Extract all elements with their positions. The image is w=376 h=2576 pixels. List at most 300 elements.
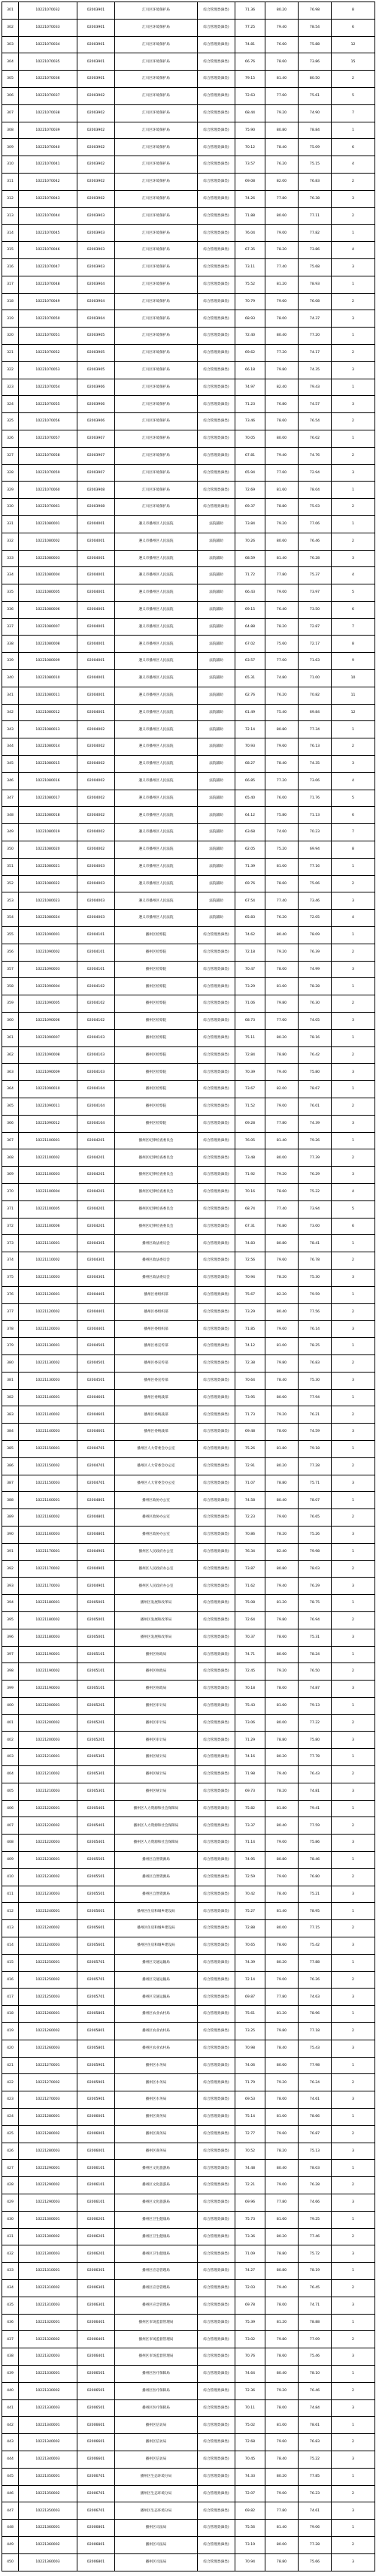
- cell-total-score: 74.59: [299, 1424, 332, 1441]
- table-row: [2, 1457, 375, 1475]
- cell-hiring-unit: 播州区卫生健康局: [115, 2211, 198, 2228]
- cell-candidate-id: 10221140002: [19, 1406, 77, 1424]
- cell-position-type: 综合管理类(B类): [198, 87, 235, 104]
- cell-candidate-id: 10221090006: [19, 1013, 77, 1030]
- cell-seq: 443: [2, 2434, 19, 2451]
- cell-position-type: 综合管理类(B类): [198, 293, 235, 310]
- cell-total-score: 75.22: [299, 2451, 332, 2468]
- cell-hiring-unit: 汇川区环境保护局: [115, 242, 198, 259]
- cell-position-type: 综合管理类(B类): [198, 1475, 235, 1492]
- cell-position-code: 02005101: [77, 1681, 115, 1698]
- cell-interview-score: 81.40: [265, 2520, 299, 2537]
- cell-total-score: 76.30: [299, 995, 332, 1013]
- cell-position-code: 02004003: [77, 892, 115, 910]
- cell-position-code: 02003903: [77, 225, 115, 242]
- cell-candidate-id: 10221080014: [19, 738, 77, 756]
- cell-seq: 408: [2, 1835, 19, 1852]
- cell-position-type: 综合管理类(B类): [198, 482, 235, 499]
- cell-written-score: 69.53: [235, 2091, 265, 2109]
- cell-position-type: 综合管理类(B类): [198, 2194, 235, 2212]
- cell-total-score: 76.54: [299, 413, 332, 430]
- cell-hiring-unit: 遵义市播州区人民法院: [115, 738, 198, 756]
- table-row: [2, 978, 375, 995]
- cell-position-type: 综合管理类(B类): [198, 1029, 235, 1046]
- cell-position-code: 02005001: [77, 1629, 115, 1646]
- cell-written-score: 70.47: [235, 961, 265, 978]
- cell-hiring-unit: 播州区检察院: [115, 1081, 198, 1098]
- cell-total-score: 73.46: [299, 892, 332, 910]
- cell-candidate-id: 10221290001: [19, 2160, 77, 2177]
- cell-hiring-unit: 播州区发展和改革局: [115, 1629, 198, 1646]
- cell-written-score: 72.40: [235, 328, 265, 345]
- table-row: [2, 1424, 375, 1441]
- cell-written-score: 69.37: [235, 499, 265, 516]
- cell-seq: 404: [2, 1766, 19, 1783]
- cell-interview-score: 79.20: [265, 944, 299, 961]
- cell-total-score: 78.03: [299, 2160, 332, 2177]
- cell-written-score: 71.52: [235, 1098, 265, 1116]
- cell-rank: 2: [332, 1046, 375, 1064]
- cell-candidate-id: 10221070044: [19, 207, 77, 225]
- cell-position-code: 02004501: [77, 1372, 115, 1389]
- cell-hiring-unit: 播州区统计局: [115, 1749, 198, 1766]
- cell-interview-score: 82.20: [265, 1286, 299, 1303]
- cell-written-score: 70.98: [235, 2040, 265, 2057]
- cell-hiring-unit: 播州区政协办公室: [115, 1492, 198, 1509]
- cell-rank: 3: [332, 1783, 375, 1800]
- cell-hiring-unit: 播州区政法委员会: [115, 1252, 198, 1270]
- cell-interview-score: 79.00: [265, 2485, 299, 2502]
- cell-hiring-unit: 遵义市播州区人民法院: [115, 824, 198, 841]
- cell-total-score: 77.46: [299, 2228, 332, 2245]
- cell-seq: 346: [2, 772, 19, 790]
- cell-hiring-unit: 遵义市播州区人民法院: [115, 550, 198, 567]
- cell-total-score: 77.18: [299, 2023, 332, 2040]
- cell-candidate-id: 10221100006: [19, 1218, 77, 1235]
- cell-written-score: 71.39: [235, 858, 265, 875]
- cell-total-score: 75.80: [299, 1064, 332, 1081]
- cell-hiring-unit: 播州区应急管理局: [115, 2279, 198, 2297]
- cell-interview-score: 78.40: [265, 139, 299, 156]
- cell-position-code: 02004801: [77, 1526, 115, 1543]
- cell-position-code: 02004001: [77, 618, 115, 636]
- cell-hiring-unit: 遵义市播州区人民法院: [115, 584, 198, 602]
- cell-total-score: 77.98: [299, 2057, 332, 2074]
- cell-position-type: 法院辅助: [198, 567, 235, 584]
- cell-position-code: 02003906: [77, 413, 115, 430]
- cell-interview-score: 79.20: [265, 2074, 299, 2091]
- cell-total-score: 78.10: [299, 2365, 332, 2382]
- cell-written-score: 68.93: [235, 310, 265, 328]
- cell-interview-score: 80.00: [265, 2536, 299, 2553]
- cell-total-score: 74.90: [299, 104, 332, 122]
- cell-candidate-id: 10221080018: [19, 807, 77, 824]
- cell-interview-score: 80.40: [265, 1817, 299, 1835]
- cell-total-score: 76.29: [299, 1578, 332, 1595]
- cell-hiring-unit: 播州区农业农村局: [115, 2040, 198, 2057]
- cell-rank: 2: [332, 1098, 375, 1116]
- table-row: [2, 1167, 375, 1184]
- cell-candidate-id: 10221080013: [19, 721, 77, 738]
- cell-written-score: 75.90: [235, 122, 265, 139]
- cell-candidate-id: 10221080016: [19, 772, 77, 790]
- cell-rank: 6: [332, 807, 375, 824]
- cell-candidate-id: 10221160001: [19, 1492, 77, 1509]
- cell-rank: 2: [332, 2536, 375, 2553]
- cell-hiring-unit: 播州区检察院: [115, 1013, 198, 1030]
- cell-position-code: 02006201: [77, 2228, 115, 2245]
- cell-written-score: 72.88: [235, 1920, 265, 1937]
- table-row: [2, 910, 375, 927]
- cell-position-code: 02004001: [77, 533, 115, 550]
- table-row: [2, 447, 375, 464]
- cell-position-code: 02004401: [77, 1321, 115, 1338]
- cell-written-score: 75.26: [235, 1440, 265, 1457]
- cell-position-type: 法院辅助: [198, 875, 235, 892]
- cell-hiring-unit: 播州区检察院: [115, 1046, 198, 1064]
- cell-written-score: 65.94: [235, 464, 265, 482]
- cell-total-score: 77.28: [299, 2536, 332, 2553]
- cell-rank: 2: [332, 1509, 375, 1527]
- cell-total-score: 76.42: [299, 1046, 332, 1064]
- cell-seq: 369: [2, 1167, 19, 1184]
- cell-position-type: 法院辅助: [198, 841, 235, 859]
- cell-rank: 2: [332, 2382, 375, 2399]
- cell-position-type: 综合管理类(B类): [198, 2143, 235, 2160]
- cell-hiring-unit: 汇川区环境保护局: [115, 464, 198, 482]
- table-row: [2, 2263, 375, 2280]
- cell-hiring-unit: 播州区信访局: [115, 2451, 198, 2468]
- cell-position-type: 法院辅助: [198, 533, 235, 550]
- cell-position-code: 02004003: [77, 858, 115, 875]
- cell-seq: 401: [2, 1714, 19, 1732]
- table-row: [2, 1681, 375, 1698]
- cell-hiring-unit: 播州区人民政府办公室: [115, 1543, 198, 1560]
- cell-position-code: 02006101: [77, 2177, 115, 2194]
- table-row: [2, 807, 375, 824]
- cell-rank: 1: [332, 379, 375, 396]
- cell-position-code: 02006601: [77, 2417, 115, 2434]
- cell-rank: 3: [332, 2091, 375, 2109]
- cell-written-score: 71.73: [235, 1406, 265, 1424]
- cell-total-score: 78.46: [299, 1852, 332, 1869]
- cell-seq: 381: [2, 1372, 19, 1389]
- cell-written-score: 72.69: [235, 482, 265, 499]
- cell-position-type: 综合管理类(B类): [198, 2263, 235, 2280]
- cell-rank: 1: [332, 515, 375, 533]
- cell-rank: 3: [332, 1526, 375, 1543]
- cell-hiring-unit: 汇川区环境保护局: [115, 430, 198, 447]
- cell-seq: 322: [2, 361, 19, 379]
- cell-candidate-id: 10221120002: [19, 1303, 77, 1321]
- cell-position-type: 综合管理类(B类): [198, 2109, 235, 2126]
- cell-written-score: 74.12: [235, 1338, 265, 1355]
- cell-total-score: 76.39: [299, 944, 332, 961]
- cell-written-score: 64.12: [235, 807, 265, 824]
- cell-position-code: 02006101: [77, 2160, 115, 2177]
- cell-candidate-id: 10221210003: [19, 1783, 77, 1800]
- cell-position-type: 综合管理类(B类): [198, 1578, 235, 1595]
- cell-position-code: 02004104: [77, 1081, 115, 1098]
- cell-total-score: 78.95: [299, 1903, 332, 1920]
- cell-rank: 9: [332, 653, 375, 670]
- cell-total-score: 74.87: [299, 1681, 332, 1698]
- cell-hiring-unit: 播州区财政局: [115, 1646, 198, 1663]
- cell-written-score: 70.52: [235, 2143, 265, 2160]
- cell-position-code: 02004301: [77, 1235, 115, 1252]
- table-row: [2, 19, 375, 36]
- cell-total-score: 76.13: [299, 738, 332, 756]
- table-row: [2, 2194, 375, 2212]
- table-row: [2, 1389, 375, 1406]
- cell-rank: 3: [332, 1937, 375, 1955]
- cell-total-score: 77.85: [299, 2468, 332, 2485]
- cell-interview-score: 79.20: [265, 1663, 299, 1681]
- cell-interview-score: 78.80: [265, 1475, 299, 1492]
- cell-position-type: 法院辅助: [198, 584, 235, 602]
- cell-interview-score: 79.60: [265, 293, 299, 310]
- cell-candidate-id: 10221080019: [19, 824, 77, 841]
- cell-hiring-unit: 播州区文化旅游局: [115, 2160, 198, 2177]
- cell-total-score: 74.66: [299, 2194, 332, 2212]
- cell-rank: 7: [332, 618, 375, 636]
- cell-interview-score: 80.20: [265, 2468, 299, 2485]
- table-row: [2, 567, 375, 584]
- cell-position-type: 综合管理类(B类): [198, 1817, 235, 1835]
- table-row: [2, 2297, 375, 2314]
- cell-seq: 388: [2, 1492, 19, 1509]
- cell-candidate-id: 10221110001: [19, 1235, 77, 1252]
- cell-seq: 439: [2, 2365, 19, 2382]
- cell-total-score: 76.14: [299, 1321, 332, 1338]
- cell-position-type: 法院辅助: [198, 601, 235, 618]
- cell-hiring-unit: 汇川区环境保护局: [115, 19, 198, 36]
- table-row: [2, 1115, 375, 1132]
- cell-position-code: 02003902: [77, 139, 115, 156]
- cell-rank: 2: [332, 1149, 375, 1167]
- cell-position-type: 综合管理类(B类): [198, 104, 235, 122]
- cell-position-type: 综合管理类(B类): [198, 379, 235, 396]
- cell-total-score: 75.22: [299, 1183, 332, 1200]
- cell-hiring-unit: 汇川区环境保护局: [115, 173, 198, 190]
- cell-candidate-id: 10221090001: [19, 927, 77, 944]
- cell-seq: 318: [2, 293, 19, 310]
- cell-written-score: 74.95: [235, 1852, 265, 1869]
- table-row: [2, 2314, 375, 2331]
- cell-written-score: 74.27: [235, 2263, 265, 2280]
- cell-written-score: 71.92: [235, 1167, 265, 1184]
- cell-seq: 317: [2, 276, 19, 293]
- cell-position-code: 02005001: [77, 1611, 115, 1629]
- cell-seq: 343: [2, 721, 19, 738]
- cell-seq: 371: [2, 1200, 19, 1218]
- cell-rank: 1: [332, 1697, 375, 1714]
- cell-position-code: 02003906: [77, 379, 115, 396]
- cell-written-score: 76.34: [235, 1543, 265, 1560]
- table-row: [2, 1817, 375, 1835]
- cell-interview-score: 80.80: [265, 2263, 299, 2280]
- cell-interview-score: 80.00: [265, 1714, 299, 1732]
- cell-rank: 3: [332, 756, 375, 773]
- table-row: [2, 1697, 375, 1714]
- cell-position-type: 综合管理类(B类): [198, 1013, 235, 1030]
- cell-position-code: 02003901: [77, 71, 115, 88]
- cell-seq: 321: [2, 344, 19, 361]
- cell-position-type: 法院辅助: [198, 618, 235, 636]
- cell-position-type: 综合管理类(B类): [198, 1424, 235, 1441]
- cell-rank: 1: [332, 1081, 375, 1098]
- cell-hiring-unit: 播州区审计局: [115, 1697, 198, 1714]
- cell-interview-score: 80.20: [265, 2, 299, 20]
- cell-written-score: 73.67: [235, 1081, 265, 1098]
- cell-written-score: 72.36: [235, 2382, 265, 2399]
- cell-seq: 389: [2, 1509, 19, 1527]
- cell-position-code: 02005001: [77, 1595, 115, 1612]
- cell-position-type: 综合管理类(B类): [198, 2023, 235, 2040]
- cell-seq: 335: [2, 584, 19, 602]
- table-row: [2, 756, 375, 773]
- cell-position-code: 02003904: [77, 310, 115, 328]
- cell-rank: 2: [332, 1611, 375, 1629]
- cell-total-score: 77.20: [299, 328, 332, 345]
- cell-hiring-unit: 播州区财政局: [115, 1663, 198, 1681]
- cell-interview-score: 79.80: [265, 2331, 299, 2348]
- cell-position-type: 综合管理类(B类): [198, 2006, 235, 2023]
- cell-seq: 372: [2, 1218, 19, 1235]
- cell-position-type: 综合管理类(B类): [198, 2399, 235, 2417]
- cell-written-score: 74.71: [235, 1646, 265, 1663]
- cell-interview-score: 75.60: [265, 636, 299, 653]
- cell-position-type: 法院辅助: [198, 772, 235, 790]
- cell-interview-score: 79.00: [265, 584, 299, 602]
- table-row: [2, 139, 375, 156]
- table-row: [2, 772, 375, 790]
- cell-candidate-id: 10221070041: [19, 156, 77, 174]
- cell-total-score: 78.24: [299, 1646, 332, 1663]
- cell-interview-score: 77.40: [265, 258, 299, 276]
- cell-hiring-unit: 遵义市播州区人民法院: [115, 601, 198, 618]
- cell-interview-score: 77.80: [265, 1989, 299, 2006]
- cell-position-type: 综合管理类(B类): [198, 430, 235, 447]
- cell-candidate-id: 10221270003: [19, 2091, 77, 2109]
- cell-total-score: 76.65: [299, 1509, 332, 1527]
- cell-candidate-id: 10221130002: [19, 1354, 77, 1372]
- cell-written-score: 70.16: [235, 1183, 265, 1200]
- cell-rank: 1: [332, 1800, 375, 1817]
- cell-total-score: 79.41: [299, 1800, 332, 1817]
- cell-rank: 3: [332, 1321, 375, 1338]
- cell-position-type: 综合管理类(B类): [198, 927, 235, 944]
- cell-interview-score: 78.80: [265, 1046, 299, 1064]
- cell-hiring-unit: 汇川区环境保护局: [115, 293, 198, 310]
- cell-rank: 3: [332, 1578, 375, 1595]
- cell-interview-score: 81.60: [265, 978, 299, 995]
- cell-interview-score: 81.60: [265, 482, 299, 499]
- cell-position-type: 综合管理类(B类): [198, 1920, 235, 1937]
- table-row: [2, 1732, 375, 1749]
- cell-written-score: 72.14: [235, 1971, 265, 1989]
- cell-position-code: 02004501: [77, 1338, 115, 1355]
- cell-hiring-unit: 播州区司法局: [115, 2553, 198, 2571]
- cell-candidate-id: 10221070057: [19, 430, 77, 447]
- cell-total-score: 76.28: [299, 550, 332, 567]
- cell-written-score: 66.76: [235, 53, 265, 71]
- cell-total-score: 76.26: [299, 1971, 332, 1989]
- cell-rank: 3: [332, 310, 375, 328]
- table-row: [2, 53, 375, 71]
- cell-written-score: 74.33: [235, 2468, 265, 2485]
- table-row: [2, 293, 375, 310]
- cell-position-type: 综合管理类(B类): [198, 344, 235, 361]
- cell-hiring-unit: 汇川区环境保护局: [115, 482, 198, 499]
- cell-rank: 2: [332, 1406, 375, 1424]
- cell-candidate-id: 10221120003: [19, 1321, 77, 1338]
- cell-candidate-id: 10221080012: [19, 704, 77, 721]
- cell-rank: 3: [332, 2040, 375, 2057]
- cell-interview-score: 78.00: [265, 1681, 299, 1698]
- cell-candidate-id: 10221070047: [19, 258, 77, 276]
- cell-rank: 1: [332, 1029, 375, 1046]
- table-row: [2, 2057, 375, 2074]
- cell-hiring-unit: 汇川区环境保护局: [115, 190, 198, 207]
- cell-candidate-id: 10221070055: [19, 396, 77, 413]
- table-row: [2, 2006, 375, 2023]
- cell-candidate-id: 10221220002: [19, 1817, 77, 1835]
- cell-rank: 2: [332, 738, 375, 756]
- table-row: [2, 1971, 375, 1989]
- cell-total-score: 76.43: [299, 1766, 332, 1783]
- cell-written-score: 75.82: [235, 1800, 265, 1817]
- cell-interview-score: 78.20: [265, 1269, 299, 1286]
- cell-position-code: 02004103: [77, 1029, 115, 1046]
- cell-position-type: 综合管理类(B类): [198, 464, 235, 482]
- cell-position-type: 综合管理类(B类): [198, 2451, 235, 2468]
- cell-written-score: 65.40: [235, 790, 265, 807]
- cell-candidate-id: 10221360003: [19, 2553, 77, 2571]
- cell-written-score: 72.14: [235, 721, 265, 738]
- cell-interview-score: 78.00: [265, 961, 299, 978]
- cell-candidate-id: 10221250002: [19, 1971, 77, 1989]
- cell-position-code: 02003902: [77, 190, 115, 207]
- table-row: [2, 361, 375, 379]
- cell-position-type: 法院辅助: [198, 756, 235, 773]
- cell-position-code: 02006701: [77, 2485, 115, 2502]
- cell-hiring-unit: 遵义市播州区人民法院: [115, 910, 198, 927]
- cell-position-type: 综合管理类(B类): [198, 2417, 235, 2434]
- cell-written-score: 70.86: [235, 1526, 265, 1543]
- cell-total-score: 76.08: [299, 293, 332, 310]
- cell-total-score: 77.88: [299, 1954, 332, 1971]
- cell-candidate-id: 10221080002: [19, 533, 77, 550]
- cell-written-score: 75.08: [235, 1595, 265, 1612]
- table-row: [2, 1321, 375, 1338]
- cell-seq: 326: [2, 430, 19, 447]
- cell-hiring-unit: 汇川区环境保护局: [115, 258, 198, 276]
- cell-position-code: 02005901: [77, 2091, 115, 2109]
- cell-hiring-unit: 播州区水务局: [115, 2074, 198, 2091]
- cell-hiring-unit: 播州区委组织部: [115, 1303, 198, 1321]
- cell-position-code: 02003905: [77, 328, 115, 345]
- cell-seq: 390: [2, 1526, 19, 1543]
- table-row: [2, 2485, 375, 2502]
- cell-total-score: 79.26: [299, 1132, 332, 1149]
- cell-total-score: 74.81: [299, 1783, 332, 1800]
- cell-seq: 356: [2, 944, 19, 961]
- cell-seq: 353: [2, 892, 19, 910]
- cell-total-score: 76.94: [299, 1611, 332, 1629]
- cell-total-score: 76.01: [299, 1098, 332, 1116]
- cell-rank: 1: [332, 2057, 375, 2074]
